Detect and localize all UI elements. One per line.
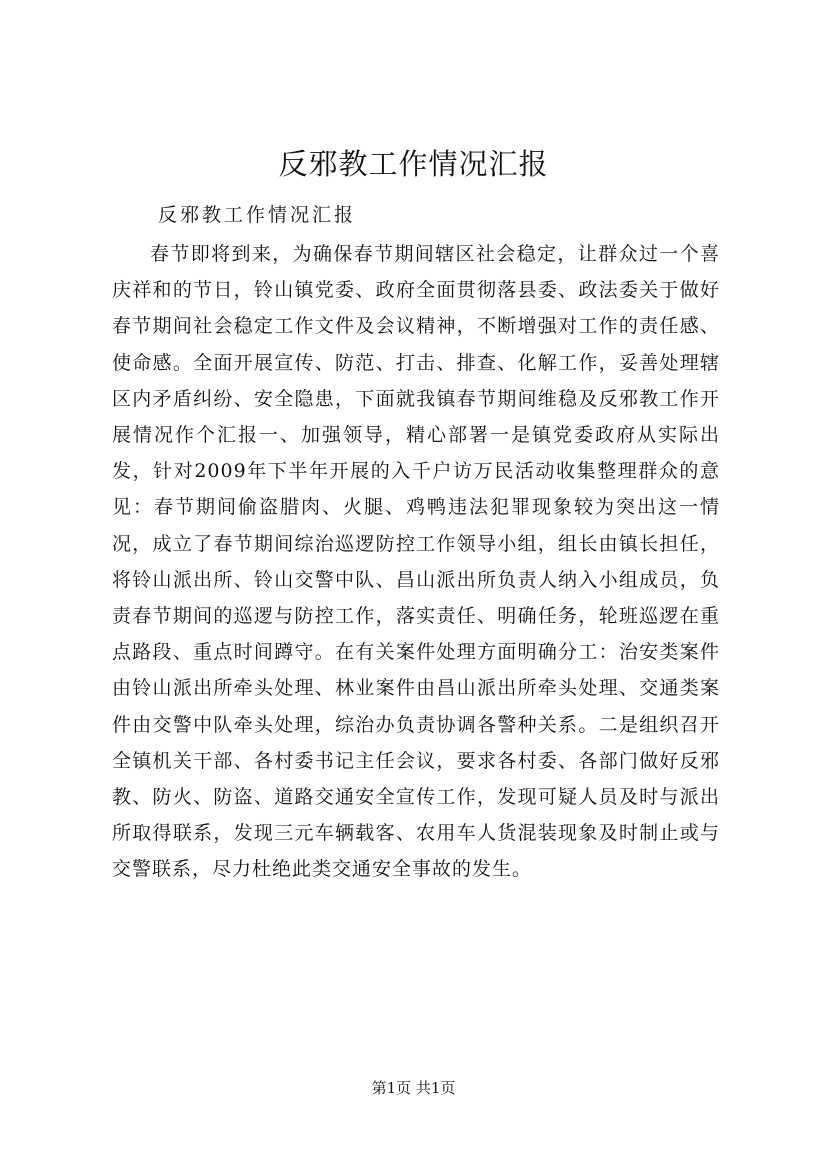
document-title: 反邪教工作情况汇报 (278, 147, 549, 181)
document-subtitle: 反邪教工作情况汇报 (158, 204, 357, 226)
body-paragraph: 春节即将到来，为确保春节期间辖区社会稳定，让群众过一个喜庆祥和的节日，铃山镇党委、政府全面贯彻落县委、政法委关于做好春节期间社会稳定工作文件及会议精神，不断增强对工作的责任感、使命感。全面开展宣传、防范、打击、排查、化解工作，妥善处理辖区内矛盾纠纷、安全隐患，下面就我镇春节期间维稳及反邪教工作开展情况作个汇报一、加强领导，精心部署一是镇党委政府从实际出发，针对2009年下半年开展的入千户访万民活动收集整理群众的意见：春节期间偷盗腊肉、火腿、鸡鸭违法犯罪现象较为突出这一情况，成立了春节期间综治巡逻防控工作领导小组，组长由镇长担任，将铃山派出所、铃山交警中队、昌山派出所负责人纳入小组成员，负责春节期间的巡逻与防控工作，落实责任、明确任务，轮班巡逻在重点路段、重点时间蹲守。在有关案件处理方面明确分工：治安类案件由铃山派出所牵头处理、林业案件由昌山派出所牵头处理、交通类案件由交警中队牵头处理，综治办负责协调各警种关系。二是组织召开全镇机关干部、各村委书记主任会议，要求各村委、各部门做好反邪教、防火、防盗、道路交通安全宣传工作，发现可疑人员及时与派出所取得联系，发现三元车辆载客、农用车人货混装现象及时制止或与交警联系，尽力杜绝此类交通安全事故的发生。 (112, 243, 720, 881)
page-footer: 第1页 共1页 (371, 1079, 456, 1097)
